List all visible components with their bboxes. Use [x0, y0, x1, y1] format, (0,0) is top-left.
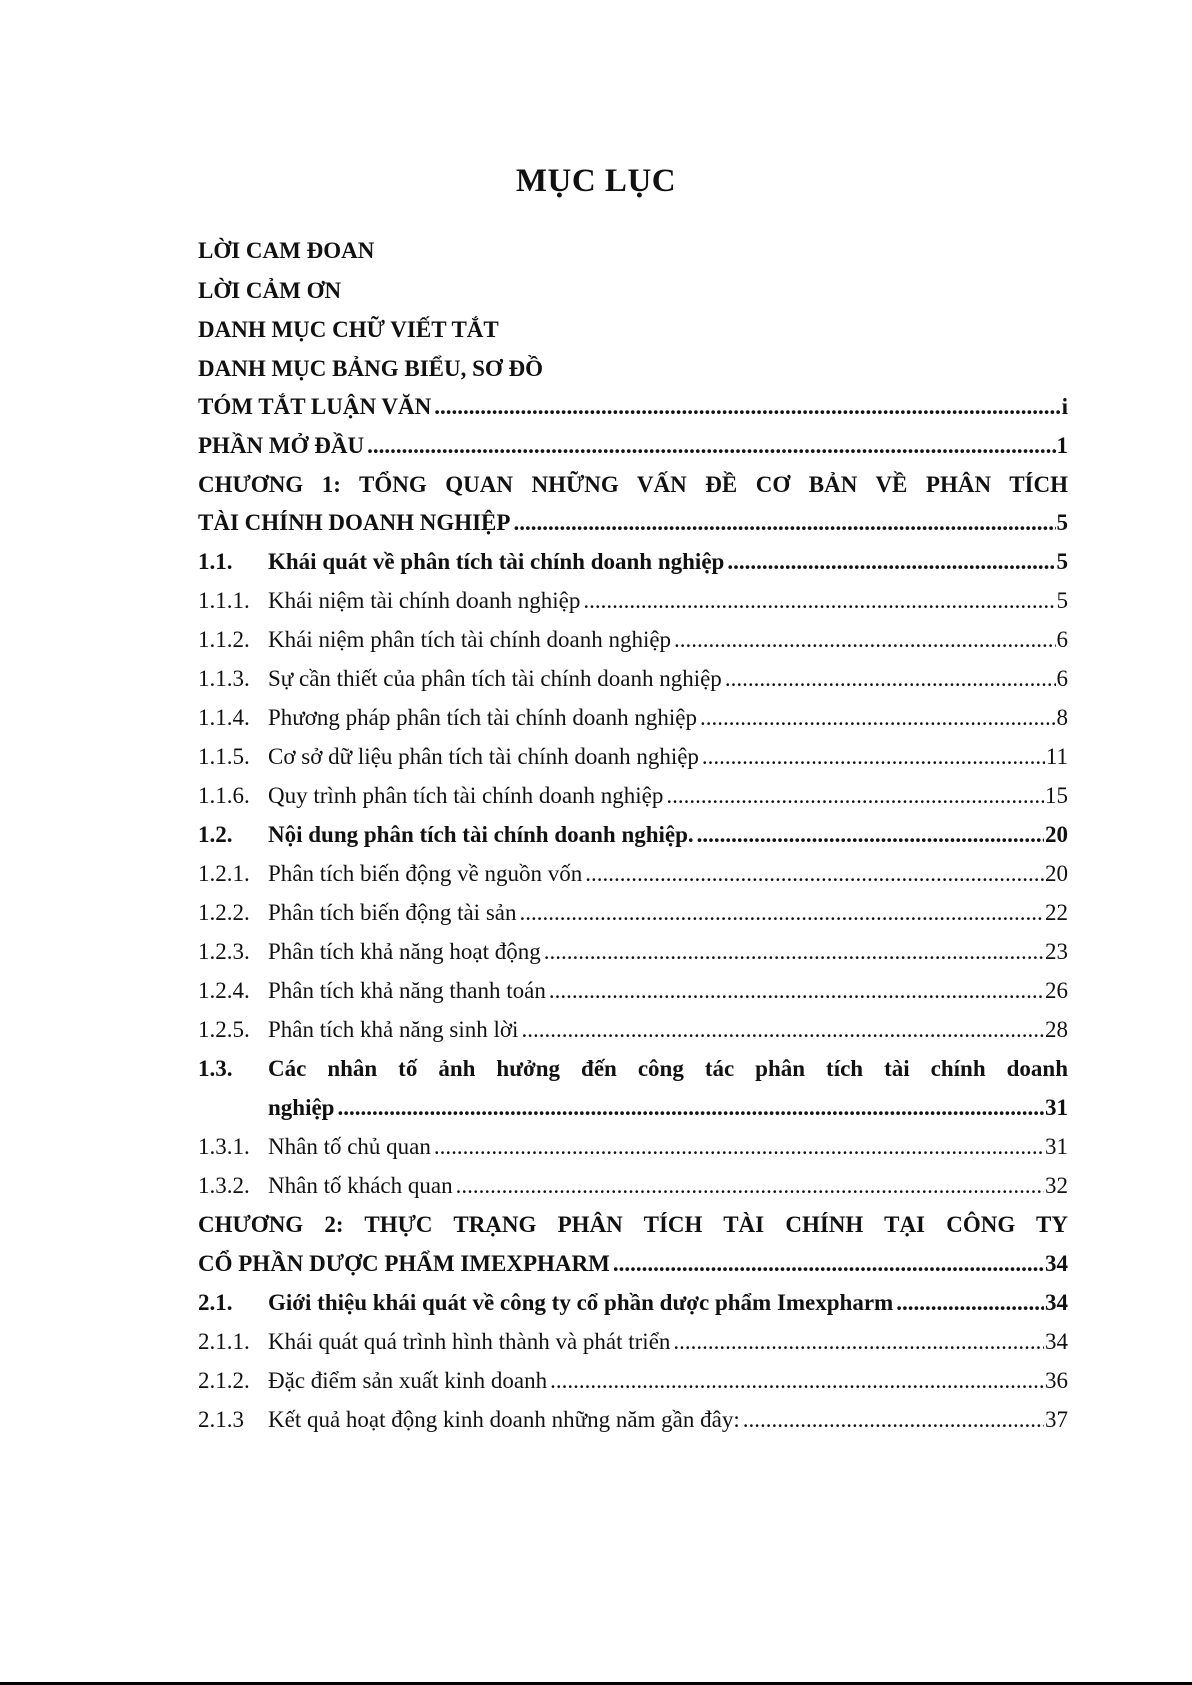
- toc-entry-text: TÀI CHÍNH DOANH NGHIỆP: [198, 510, 511, 535]
- toc-page-number: 20: [1045, 822, 1068, 847]
- toc-entry-danh-muc-chu-viet-tat[interactable]: [198, 315, 1068, 347]
- toc-entry-2-1-2[interactable]: [198, 1366, 1068, 1398]
- toc-page-number: 8: [1056, 705, 1068, 730]
- toc-entry-danh-muc-bang-bieu[interactable]: [198, 354, 1068, 386]
- toc-page-number: 20: [1045, 861, 1068, 886]
- toc-entry-text: Nhân tố chủ quan: [268, 1134, 431, 1159]
- toc-entry-text: CỔ PHẦN DƯỢC PHẨM IMEXPHARM: [198, 1251, 610, 1276]
- toc-page-number: 22: [1045, 900, 1068, 925]
- toc-entry-text: Nội dung phân tích tài chính doanh nghiệp.: [268, 822, 694, 847]
- toc-page-number: 34: [1045, 1290, 1068, 1315]
- toc-entry-text: nghiệp: [268, 1095, 335, 1120]
- toc-entry-text: Khái niệm tài chính doanh nghiệp: [268, 588, 581, 613]
- dot-leader: [674, 625, 1055, 655]
- toc-page-number: 11: [1045, 744, 1068, 769]
- toc-entry-text: CHƯƠNG 2: THỰC TRẠNG PHÂN TÍCH TÀI CHÍNH TẠI CÔNG TY: [198, 1212, 1068, 1237]
- toc-page-number: i: [1061, 394, 1068, 419]
- dot-leader: [337, 1093, 1044, 1123]
- toc-entry-tom-tat[interactable]: [198, 392, 1068, 424]
- toc-entry-number: 1.1.5.: [198, 744, 250, 769]
- toc-page-number: 23: [1045, 939, 1068, 964]
- toc-entry-chuong-1-line2[interactable]: [198, 508, 1068, 540]
- toc-entry-text: Khái quát quá trình hình thành và phát triển: [268, 1329, 671, 1354]
- toc-entry-1-1-5[interactable]: [198, 742, 1068, 774]
- toc-entry-text: Phân tích khả năng hoạt động: [268, 939, 541, 964]
- toc-entry-text: Sự cần thiết của phân tích tài chính doanh nghiệp: [268, 666, 722, 691]
- toc-entry-chuong-1-line1[interactable]: [198, 470, 1068, 502]
- toc-entry-text: Các nhân tố ảnh hưởng đến công tác phân tích tài chính doanh: [268, 1056, 1068, 1081]
- toc-entry-text: LỜI CẢM ƠN: [198, 278, 342, 303]
- toc-page-number: 34: [1045, 1251, 1068, 1276]
- toc-entry-1-3-line1[interactable]: [198, 1054, 1068, 1086]
- toc-entry-number: 1.1.4.: [198, 705, 250, 730]
- dot-leader: [743, 1405, 1044, 1435]
- toc-entry-text: Phân tích biến động về nguồn vốn: [268, 861, 583, 886]
- dot-leader: [583, 586, 1055, 616]
- toc-entry-text: Phân tích biến động tài sản: [268, 900, 517, 925]
- toc-entry-chuong-2-line1[interactable]: [198, 1210, 1068, 1242]
- toc-entry-1-1-2[interactable]: [198, 625, 1068, 657]
- toc-page-number: 5: [1056, 510, 1068, 535]
- toc-entry-number: 2.1.3: [198, 1407, 244, 1432]
- toc-entry-text: TÓM TẮT LUẬN VĂN: [198, 394, 432, 419]
- dot-leader: [725, 664, 1056, 694]
- toc-entry-number: 1.2.2.: [198, 900, 250, 925]
- toc-entry-text: DANH MỤC CHỮ VIẾT TẮT: [198, 317, 499, 342]
- toc-entry-text: Quy trình phân tích tài chính doanh nghiệp: [268, 783, 664, 808]
- toc-entry-number: 1.1.: [198, 549, 233, 574]
- toc-page-number: 34: [1045, 1329, 1068, 1354]
- toc-entry-1-2-4[interactable]: [198, 976, 1068, 1008]
- toc-entry-number: 1.1.2.: [198, 627, 250, 652]
- dot-leader: [673, 1327, 1044, 1357]
- toc-page-number: 15: [1045, 783, 1068, 808]
- toc-page-number: 5: [1056, 549, 1068, 574]
- toc-entry-text: CHƯƠNG 1: TỔNG QUAN NHỮNG VẤN ĐỀ CƠ BẢN VỀ PHÂN TÍCH: [198, 472, 1068, 497]
- toc-entry-number: 1.3.1.: [198, 1134, 250, 1159]
- page-title: MỤC LỤC: [515, 163, 677, 199]
- dot-leader: [666, 781, 1044, 811]
- toc-entry-number: 1.2.1.: [198, 861, 250, 886]
- toc-entry-number: 1.3.2.: [198, 1173, 250, 1198]
- dot-leader: [544, 937, 1044, 967]
- dot-leader: [550, 1366, 1044, 1396]
- toc-entry-1-2-1[interactable]: [198, 859, 1068, 891]
- toc-page-number: 6: [1056, 666, 1068, 691]
- toc-entry-text: DANH MỤC BẢNG BIỂU, SƠ ĐỒ: [198, 356, 544, 381]
- toc-entry-number: 1.2.3.: [198, 939, 250, 964]
- dot-leader: [896, 1288, 1044, 1318]
- dot-leader: [513, 508, 1055, 538]
- toc-entry-number: 1.1.6.: [198, 783, 250, 808]
- dot-leader: [434, 1132, 1044, 1162]
- toc-entry-text: Đặc điểm sản xuất kinh doanh: [268, 1368, 548, 1393]
- toc-entry-text: Khái quát về phân tích tài chính doanh nghiệp: [268, 549, 725, 574]
- toc-entry-number: 1.2.: [198, 822, 233, 847]
- toc-entry-number: 1.1.1.: [198, 588, 250, 613]
- toc-entry-1-3-1[interactable]: [198, 1132, 1068, 1164]
- dot-leader: [702, 742, 1045, 772]
- toc-entry-2-1-1[interactable]: [198, 1327, 1068, 1359]
- dot-leader: [727, 547, 1055, 577]
- toc-entry-2-1[interactable]: [198, 1288, 1068, 1320]
- toc-entry-text: Khái niệm phân tích tài chính doanh nghiệp: [268, 627, 672, 652]
- toc-entry-1-1-6[interactable]: [198, 781, 1068, 813]
- dot-leader: [700, 703, 1056, 733]
- toc-page-number: 36: [1045, 1368, 1068, 1393]
- toc-entry-chuong-2-line2[interactable]: [198, 1249, 1068, 1281]
- toc-entry-1-2-3[interactable]: [198, 937, 1068, 969]
- toc-entry-1-2-2[interactable]: [198, 898, 1068, 930]
- toc-page-number: 28: [1045, 1017, 1068, 1042]
- dot-leader: [520, 898, 1045, 928]
- toc-entry-1-1-3[interactable]: [198, 664, 1068, 696]
- dot-leader: [585, 859, 1044, 889]
- dot-leader: [434, 392, 1060, 422]
- toc-entry-1-1[interactable]: [198, 547, 1068, 579]
- toc-page-number: 1: [1056, 433, 1068, 458]
- toc-page-number: 31: [1045, 1095, 1068, 1120]
- toc-page-number: 32: [1045, 1173, 1068, 1198]
- toc-entry-text: Phân tích khả năng sinh lời: [268, 1017, 519, 1042]
- toc-entry-text: LỜI CAM ĐOAN: [198, 238, 375, 263]
- toc-page-number: 37: [1045, 1407, 1068, 1432]
- toc-entry-text: Giới thiệu khái quát về công ty cổ phần dược phẩm Imexpharm: [268, 1290, 894, 1315]
- toc-entry-1-3-line2[interactable]: [268, 1093, 1068, 1125]
- toc-page-number: 5: [1056, 588, 1068, 613]
- toc-entry-number: 2.1.1.: [198, 1329, 250, 1354]
- toc-entry-number: 1.2.4.: [198, 978, 250, 1003]
- toc-entry-number: 1.3.: [198, 1056, 233, 1081]
- toc-entry-2-1-3[interactable]: [198, 1405, 1068, 1437]
- toc-page-number: 26: [1045, 978, 1068, 1003]
- dot-leader: [367, 431, 1055, 461]
- toc-entry-loi-cam-doan[interactable]: [198, 236, 1068, 268]
- toc-entry-number: 2.1.: [198, 1290, 233, 1315]
- toc-entry-number: 2.1.2.: [198, 1368, 250, 1393]
- dot-leader: [613, 1249, 1044, 1279]
- toc-entry-phan-mo-dau[interactable]: [198, 431, 1068, 463]
- toc-entry-text: Phân tích khả năng thanh toán: [268, 978, 546, 1003]
- toc-entry-1-2-5[interactable]: [198, 1015, 1068, 1047]
- toc-entry-loi-cam-on[interactable]: [198, 276, 1068, 308]
- toc-entry-text: Kết quả hoạt động kinh doanh những năm gần đây:: [268, 1407, 740, 1432]
- toc-page-number: 31: [1045, 1134, 1068, 1159]
- toc-entry-1-1-1[interactable]: [198, 586, 1068, 618]
- dot-leader: [697, 820, 1044, 850]
- toc-entry-text: Phương pháp phân tích tài chính doanh nghiệp: [268, 705, 697, 730]
- toc-entry-1-1-4[interactable]: [198, 703, 1068, 735]
- dot-leader: [521, 1015, 1044, 1045]
- toc-entry-number: 1.1.3.: [198, 666, 250, 691]
- toc-entry-number: 1.2.5.: [198, 1017, 250, 1042]
- toc-entry-text: Nhân tố khách quan: [268, 1173, 453, 1198]
- toc-entry-text: PHẦN MỞ ĐẦU: [198, 433, 365, 458]
- dot-leader: [549, 976, 1044, 1006]
- toc-entry-1-3-2[interactable]: [198, 1171, 1068, 1203]
- toc-page-number: 6: [1056, 627, 1068, 652]
- dot-leader: [456, 1171, 1044, 1201]
- toc-entry-1-2[interactable]: [198, 820, 1068, 852]
- toc-entry-text: Cơ sở dữ liệu phân tích tài chính doanh nghiệp: [268, 744, 699, 769]
